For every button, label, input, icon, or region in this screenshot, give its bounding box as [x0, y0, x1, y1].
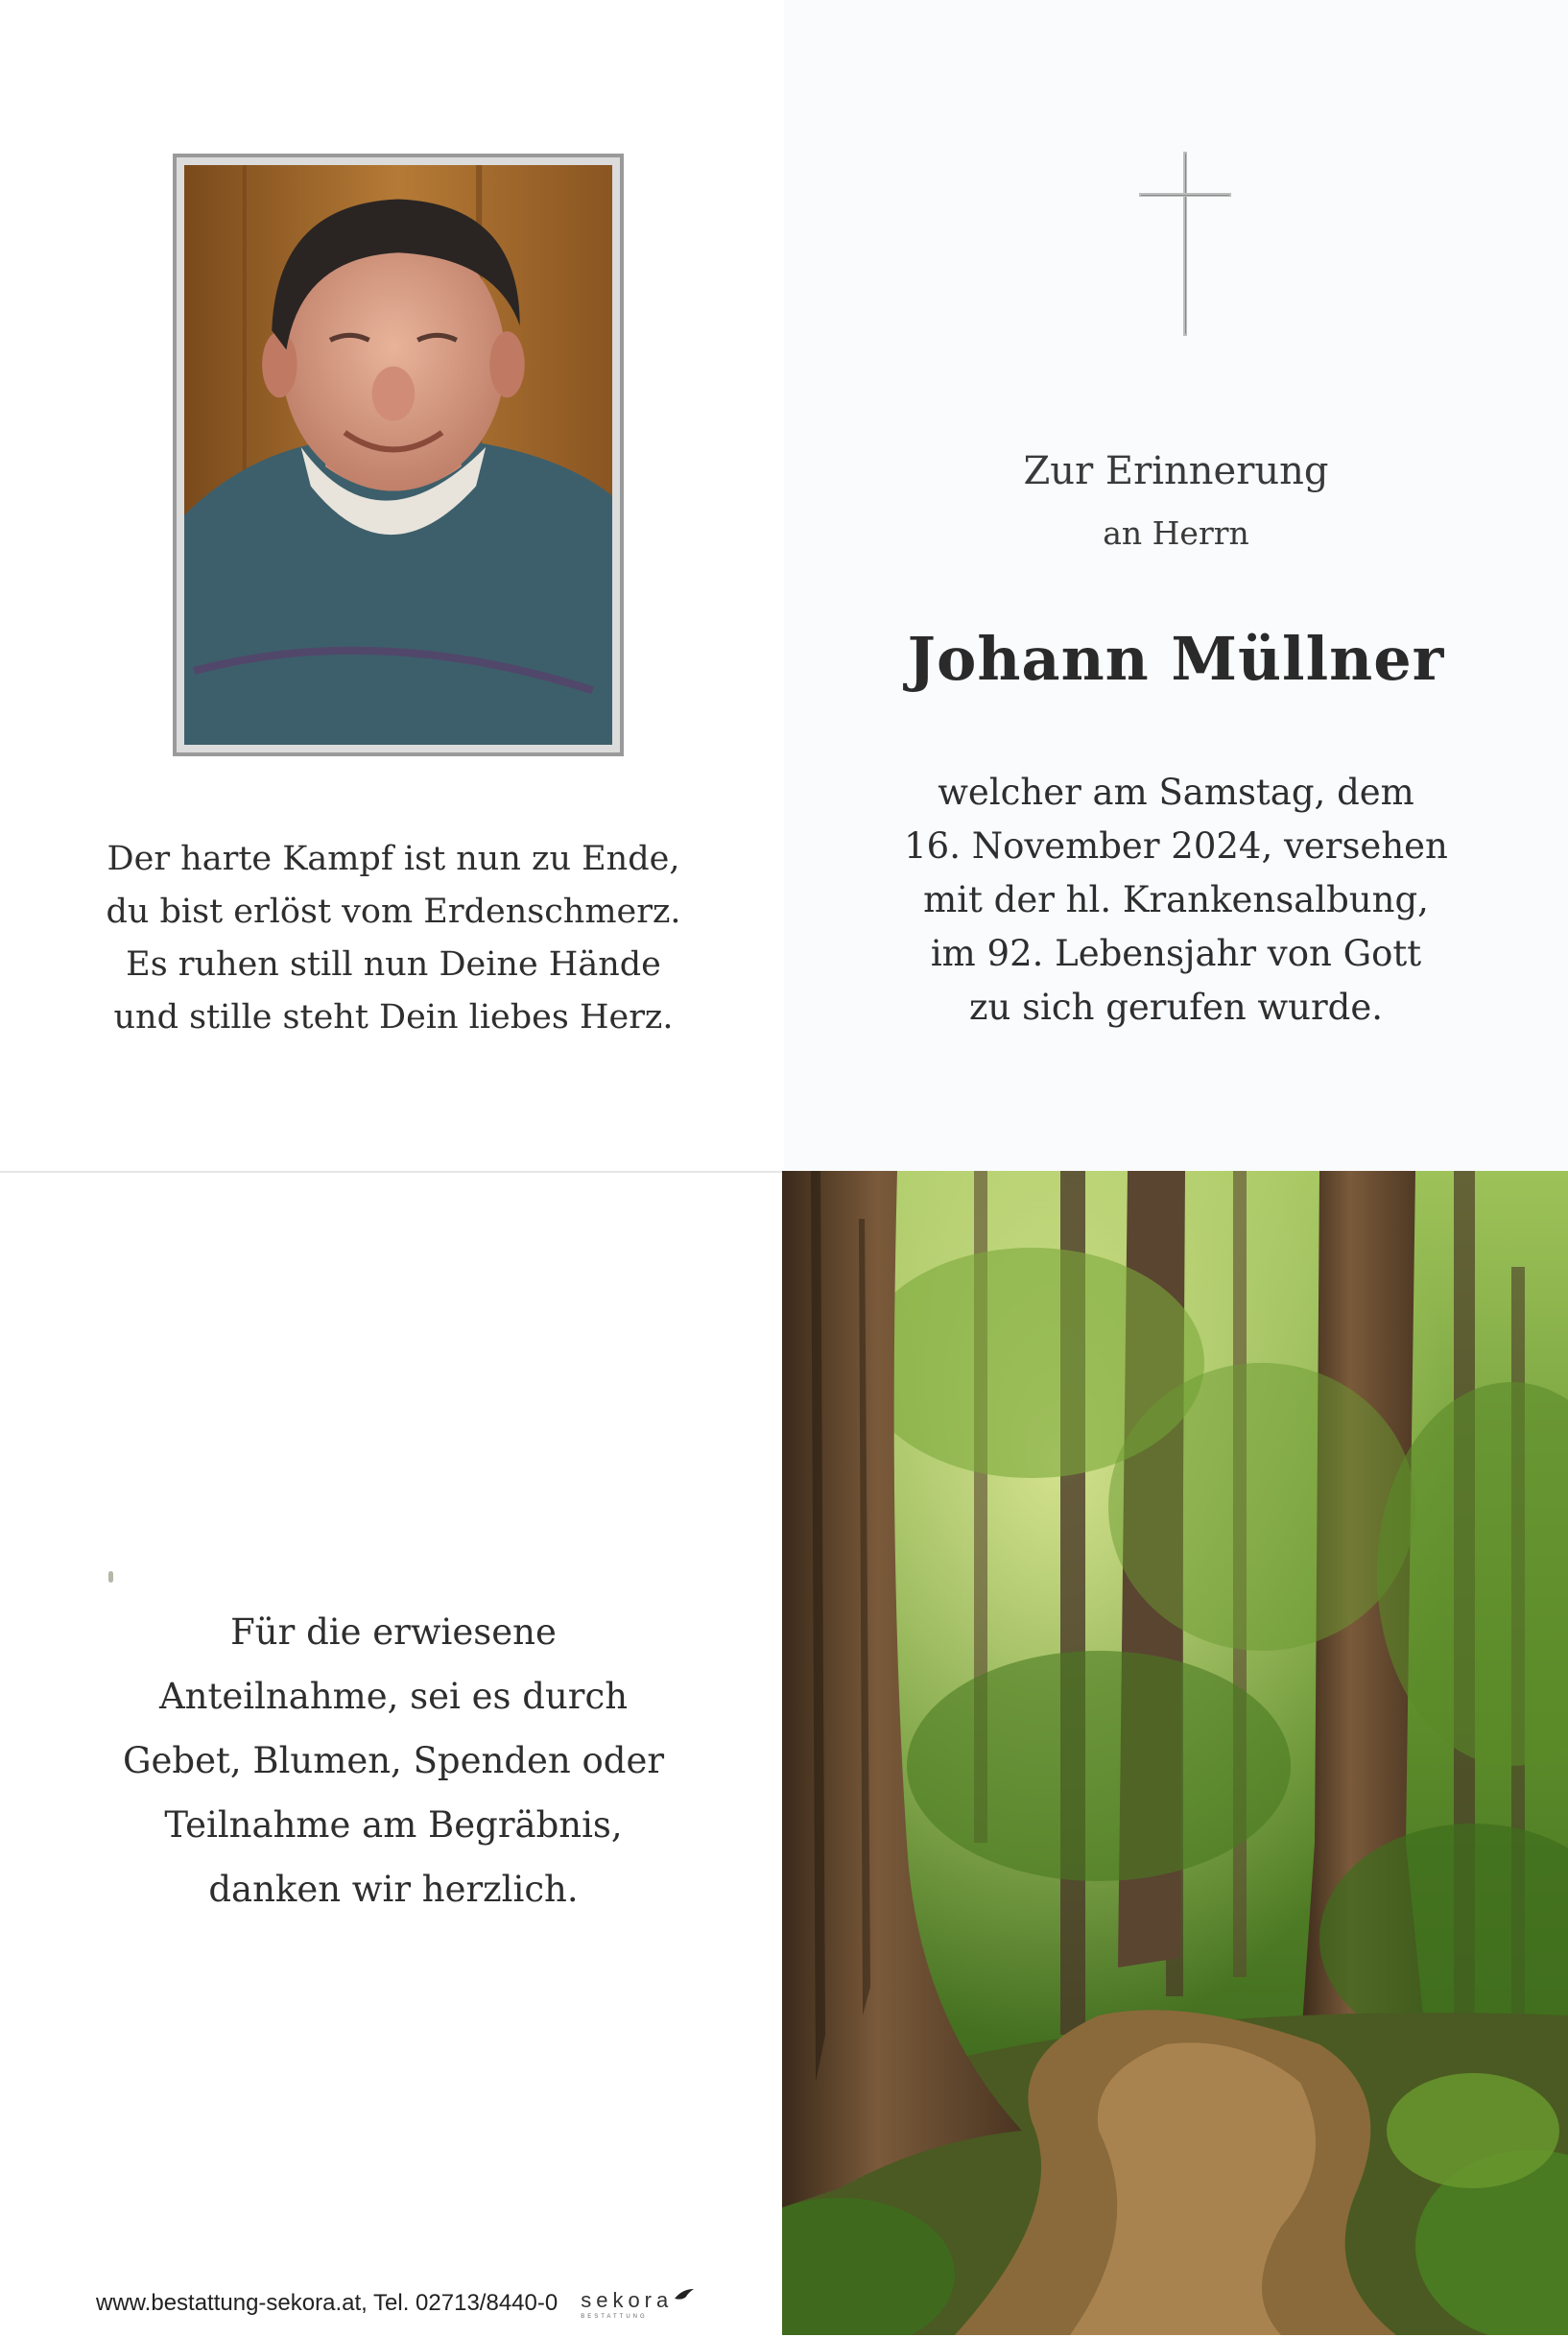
death-notice-line: welcher am Samstag, dem: [938, 772, 1414, 813]
logo-subtext: BESTATTUNG: [581, 2314, 648, 2320]
memorial-poem: [58, 833, 729, 1044]
thanks-line: danken wir herzlich.: [208, 1869, 579, 1910]
card-front-right: [784, 0, 1568, 1171]
death-notice-line: im 92. Lebensjahr von Gott: [930, 933, 1422, 974]
sekora-logo: [581, 2287, 696, 2320]
forest-path-image: [782, 1171, 1568, 2335]
thanks-line: Anteilnahme, sei es durch: [158, 1676, 629, 1717]
cross-icon: [1137, 152, 1233, 336]
thanks-line: Gebet, Blumen, Spenden oder: [122, 1740, 665, 1781]
memorial-heading: Zur Erinnerung: [1023, 449, 1329, 493]
death-notice-line: zu sich gerufen wurde.: [968, 987, 1384, 1028]
footer-contact: www.bestattung-sekora.at, Tel. 02713/8440-0: [96, 2290, 558, 2316]
forest-image: [782, 1171, 1568, 2335]
thanks-text: [58, 1600, 729, 1921]
print-speck: [108, 1571, 113, 1583]
logo-text: sekora: [581, 2288, 674, 2312]
poem-line: Der harte Kampf ist nun zu Ende,: [107, 840, 680, 878]
poem-line: du bist erlöst vom Erdenschmerz.: [106, 893, 681, 931]
poem-line: und stille steht Dein liebes Herz.: [113, 998, 674, 1037]
bird-icon: [673, 2287, 696, 2304]
memorial-subheading: an Herrn: [1103, 514, 1249, 552]
poem-line: Es ruhen still nun Deine Hände: [126, 945, 661, 984]
card-front-left: [0, 0, 784, 1171]
card-back-left: [0, 1171, 782, 2337]
portrait-image: [184, 165, 612, 745]
footer: [96, 2289, 696, 2318]
thanks-line: Teilnahme am Begräbnis,: [164, 1804, 623, 1846]
deceased-name: Johann Müllner: [907, 624, 1445, 694]
death-notice-line: 16. November 2024, versehen: [904, 825, 1448, 867]
thanks-line: Für die erwiesene: [230, 1611, 557, 1653]
portrait-photo: [173, 154, 624, 756]
death-notice-line: mit der hl. Krankensalbung,: [923, 879, 1429, 920]
death-notice: [784, 766, 1568, 1035]
